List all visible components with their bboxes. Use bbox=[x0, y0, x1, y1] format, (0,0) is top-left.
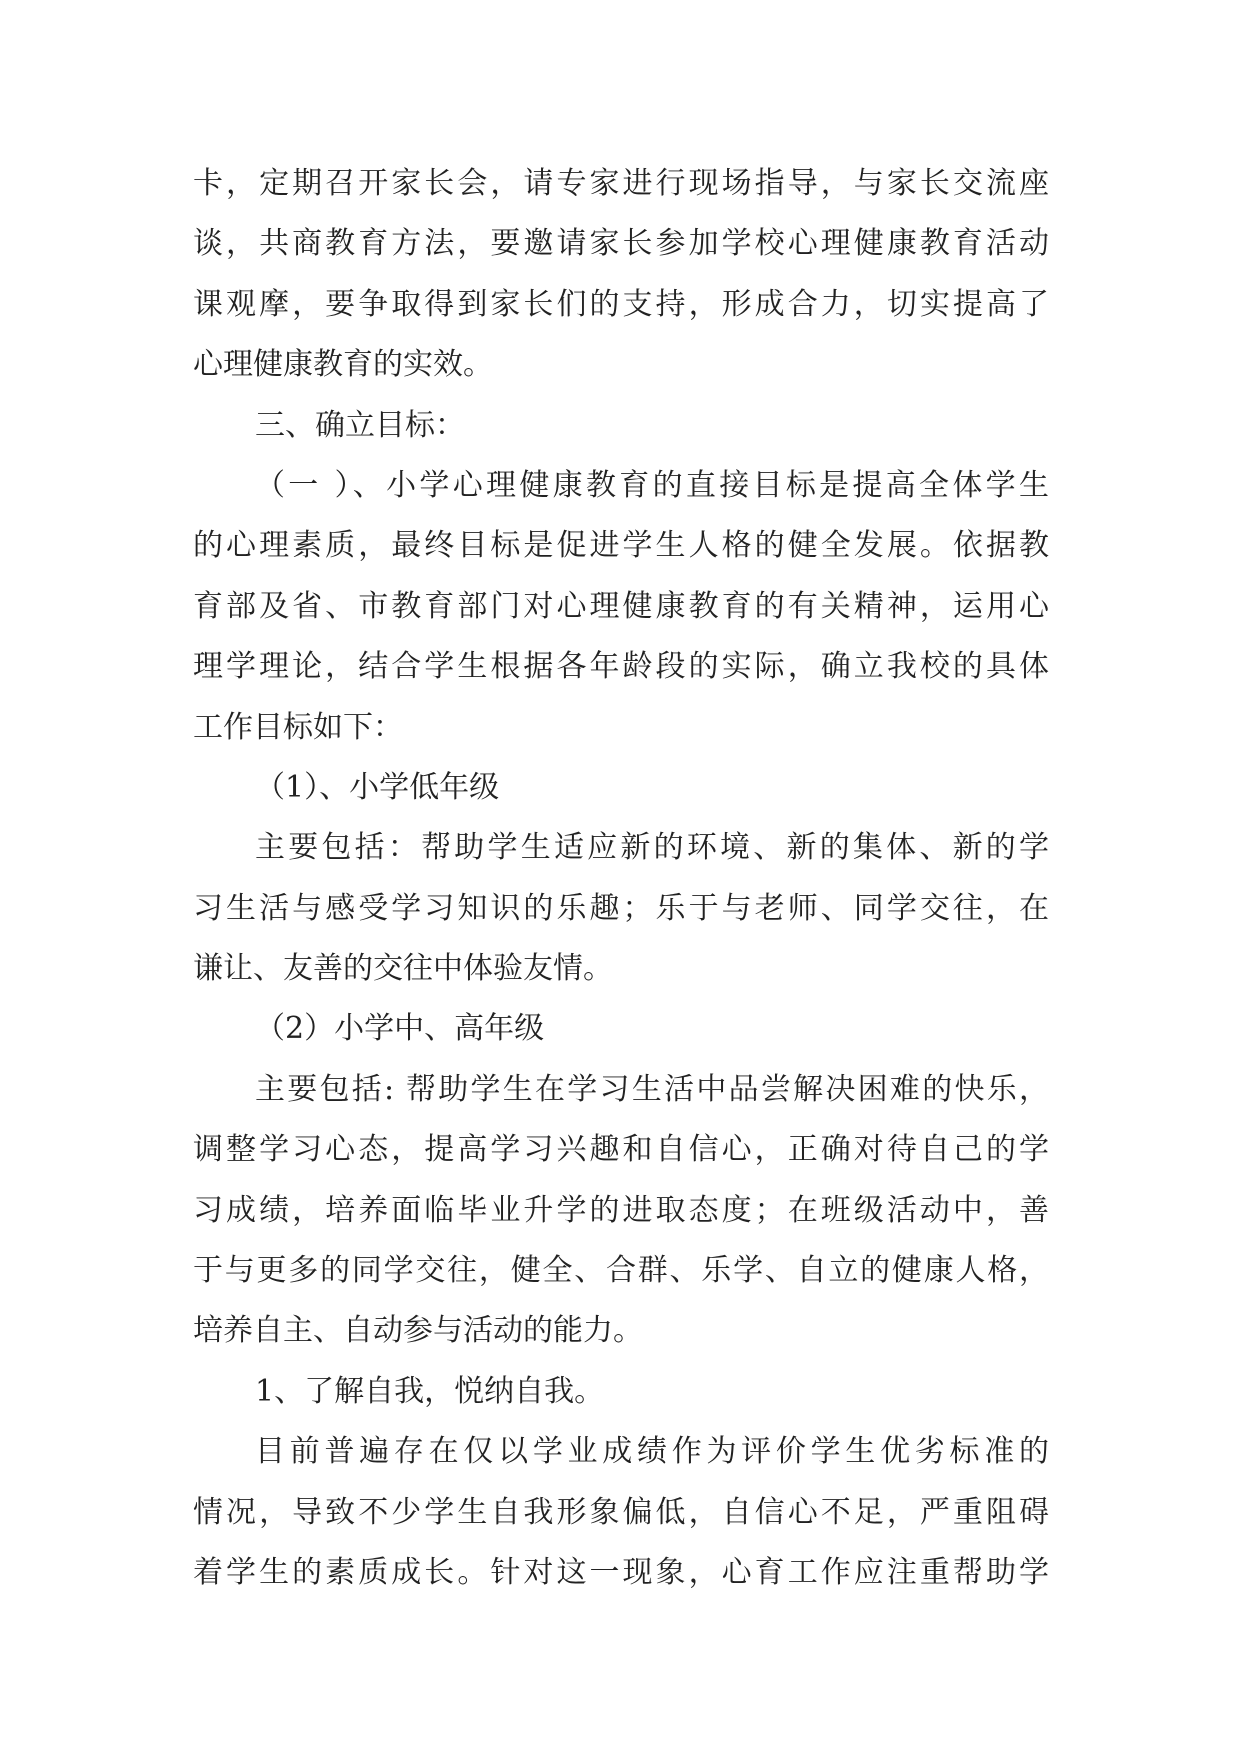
document-body bbox=[193, 154, 1049, 1603]
paragraph-line: 心理健康教育的实效。 bbox=[193, 347, 493, 383]
paragraph-line: 工作目标如下： bbox=[193, 709, 403, 745]
paragraph-line: 调整学习心态，提高学习兴趣和自信心，正确对待自己的学 bbox=[193, 1132, 1049, 1168]
paragraph-line: 主要包括：帮助学生适应新的环境、新的集体、新的学 bbox=[255, 830, 1049, 866]
section-heading: 三、确立目标： bbox=[255, 407, 465, 443]
paragraph-line: 谦让、友善的交往中体验友情。 bbox=[193, 951, 613, 987]
paragraph-line: 情况，导致不少学生自我形象偏低，自信心不足，严重阻碍 bbox=[193, 1494, 1049, 1530]
paragraph-line: （一 ）、小学心理健康教育的直接目标是提高全体学生 bbox=[255, 467, 1049, 503]
paragraph-line: 培养自主、自动参与活动的能力。 bbox=[193, 1313, 643, 1349]
paragraph-line: 的心理素质，最终目标是促进学生人格的健全发展。依据教 bbox=[193, 528, 1049, 564]
subsection-heading: （2）小学中、高年级 bbox=[255, 1011, 545, 1047]
paragraph-line: 课观摩，要争取得到家长们的支持，形成合力，切实提高了 bbox=[193, 286, 1049, 322]
paragraph-line: 目前普遍存在仅以学业成绩作为评价学生优劣标准的 bbox=[255, 1434, 1049, 1470]
subsection-heading: （1）、小学低年级 bbox=[255, 769, 500, 805]
list-item-heading: 1、了解自我，悦纳自我。 bbox=[255, 1373, 605, 1409]
paragraph-line: 主要包括: 帮助学生在学习生活中品尝解决困难的快乐， bbox=[255, 1071, 1049, 1107]
paragraph-line: 卡，定期召开家长会，请专家进行现场指导，与家长交流座 bbox=[193, 166, 1049, 201]
paragraph-line: 育部及省、市教育部门对心理健康教育的有关精神，运用心 bbox=[193, 588, 1049, 624]
paragraph-line: 习生活与感受学习知识的乐趣；乐于与老师、同学交往，在 bbox=[193, 890, 1049, 926]
paragraph-line: 理学理论，结合学生根据各年龄段的实际，确立我校的具体 bbox=[193, 649, 1049, 685]
paragraph-line: 着学生的素质成长。针对这一现象，心育工作应注重帮助学 bbox=[193, 1554, 1049, 1590]
paragraph-line: 谈，共商教育方法，要邀请家长参加学校心理健康教育活动 bbox=[193, 226, 1049, 262]
paragraph-line: 习成绩，培养面临毕业升学的进取态度；在班级活动中，善 bbox=[193, 1192, 1049, 1228]
paragraph-line: 于与更多的同学交往，健全、合群、乐学、自立的健康人格， bbox=[193, 1253, 1049, 1289]
